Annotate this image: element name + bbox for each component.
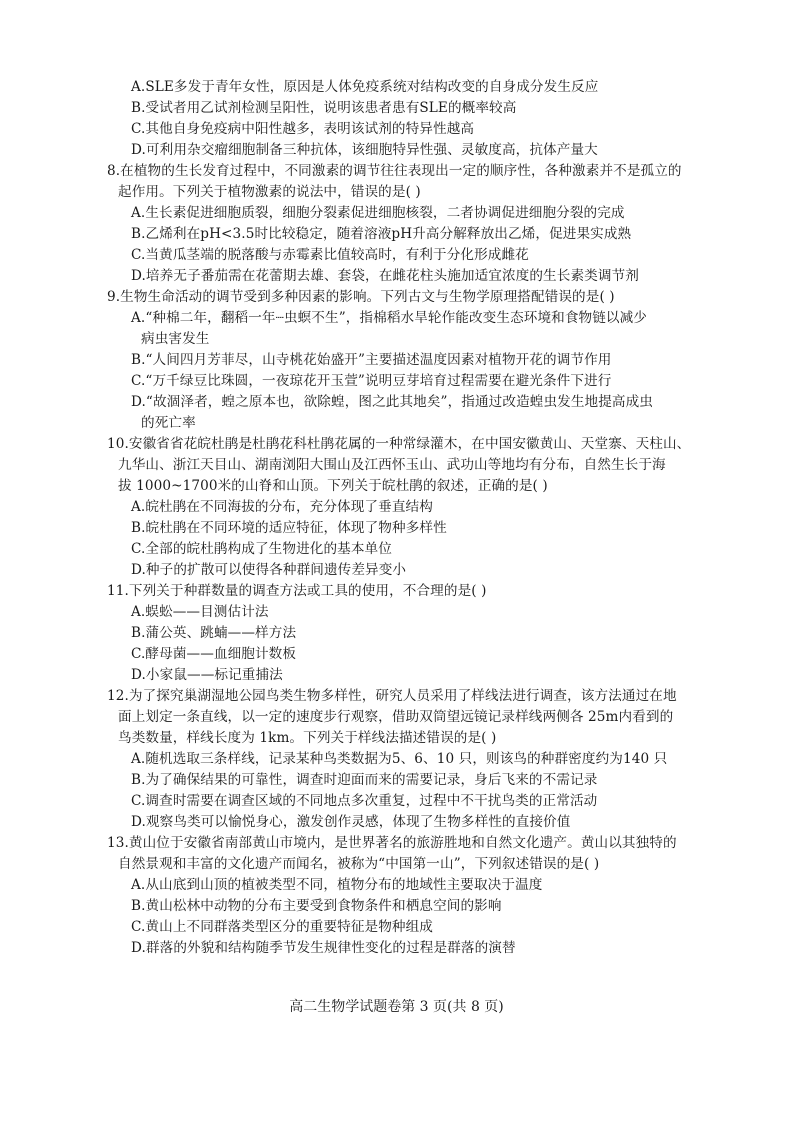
q9-option-d: D.“故涸泽者，蝗之原本也，欲除蝗，图之此其地矣”，指通过改造蝗虫发生地提高成虫 xyxy=(131,394,654,410)
q9-option-a: A.“种棉二年，翻稻一年┈虫螟不生”，指棉稻水旱轮作能改变生态环境和食物链以减少 xyxy=(131,310,647,326)
q12-option-c: C.调查时需要在调查区域的不同地点多次重复，过程中不干扰鸟类的正常活动 xyxy=(131,793,598,809)
q8-option-d: D.培养无子番茄需在花蕾期去雄、套袋，在雌花柱头施加适宜浓度的生长素类调节剂 xyxy=(131,268,639,284)
q11-option-c: C.酵母菌——血细胞计数板 xyxy=(131,646,297,662)
q13-option-c: C.黄山上不同群落类型区分的重要特征是物种组成 xyxy=(131,919,434,935)
q10-stem-line3: 拔 1000~1700米的山脊和山顶。下列关于皖杜鹃的叙述，正确的是( ) xyxy=(118,478,548,494)
q10-option-a: A.皖杜鹃在不同海拔的分布，充分体现了垂直结构 xyxy=(131,499,433,515)
q11-option-d: D.小家鼠——标记重捕法 xyxy=(131,667,283,683)
q11-option-b: B.蒲公英、跳蝻——样方法 xyxy=(131,625,297,641)
q7-option-b: B.受试者用乙试剂检测呈阳性，说明该患者患有SLE的概率较高 xyxy=(131,100,517,116)
q7-option-c: C.其他自身免疫病中阳性越多，表明该试剂的特异性越高 xyxy=(131,121,475,137)
q9-option-c: C.“万千绿豆比珠圆，一夜琼花开玉萱”说明豆芽培育过程需要在避光条件下进行 xyxy=(131,373,612,389)
q10-stem-line1: 10.安徽省省花皖杜鹃是杜鹃花科杜鹃花属的一种常绿灌木，在中国安徽黄山、天堂寨、天柱山、 xyxy=(107,436,691,452)
q8-option-a: A.生长素促进细胞质裂，细胞分裂素促进细胞核裂，二者协调促进细胞分裂的完成 xyxy=(131,205,625,221)
q13-option-b: B.黄山松林中动物的分布主要受到食物条件和栖息空间的影响 xyxy=(131,898,502,914)
q10-option-c: C.全部的皖杜鹃构成了生物进化的基本单位 xyxy=(131,541,392,557)
q8-stem-line2: 起作用。下列关于植物激素的说法中，错误的是( ) xyxy=(118,184,421,200)
q7-option-d: D.可利用杂交瘤细胞制备三种抗体，该细胞特异性强、灵敏度高，抗体产量大 xyxy=(131,142,598,158)
q10-stem-line2: 九华山、浙江天目山、湖南浏阳大围山及江西怀玉山、武功山等地均有分布，自然生长于海 xyxy=(118,457,666,473)
q9-stem: 9.生物生命活动的调节受到多种因素的影响。下列古文与生物学原理搭配错误的是( ) xyxy=(107,289,615,305)
q8-option-c: C.当黄瓜茎端的脱落酸与赤霉素比值较高时，有利于分化形成雌花 xyxy=(131,247,529,263)
q13-option-d: D.群落的外貌和结构随季节发生规律性变化的过程是群落的演替 xyxy=(131,940,516,956)
q12-option-b: B.为了确保结果的可靠性，调查时迎面而来的需要记录，身后飞来的不需记录 xyxy=(131,772,598,788)
q9-option-d-cont: 的死亡率 xyxy=(141,415,196,431)
q12-option-d: D.观察鸟类可以愉悦身心，激发创作灵感，体现了生物多样性的直接价值 xyxy=(131,814,571,830)
q10-option-d: D.种子的扩散可以使得各种群间遗传差异变小 xyxy=(131,562,407,578)
q9-option-b: B.“人间四月芳菲尽，山寺桃花始盛开”主要描述温度因素对植物开花的调节作用 xyxy=(131,352,612,368)
q8-stem-line1: 8.在植物的生长发育过程中，不同激素的调节往往表现出一定的顺序性，各种激素并不是孤立的 xyxy=(107,163,682,179)
q13-stem-line1: 13.黄山位于安徽省南部黄山市境内，是世界著名的旅游胜地和自然文化遗产。黄山以其独特的 xyxy=(107,835,677,851)
q9-option-a-cont: 病虫害发生 xyxy=(141,331,210,347)
q12-option-a: A.随机选取三条样线，记录某种鸟类数据为5、6、10 只，则该鸟的种群密度约为140 只 xyxy=(131,751,668,767)
q8-option-b: B.乙烯利在pH<3.5时比较稳定，随着溶液pH升高分解释放出乙烯，促进果实成熟 xyxy=(131,226,632,242)
q7-option-a: A.SLE多发于青年女性，原因是人体免疫系统对结构改变的自身成分发生反应 xyxy=(131,79,599,95)
q12-stem-line3: 鸟类数量，样线长度为 1km。下列关于样线法描述错误的是( ) xyxy=(118,730,497,746)
page-footer: 高二生物学试题卷第 3 页(共 8 页) xyxy=(289,999,504,1015)
q12-stem-line1: 12.为了探究巢湖湿地公园鸟类生物多样性，研究人员采用了样线法进行调查，该方法通过在地 xyxy=(107,688,677,704)
q13-option-a: A.从山底到山顶的植被类型不同，植物分布的地域性主要取决于温度 xyxy=(131,877,543,893)
q11-stem: 11.下列关于种群数量的调查方法或工具的使用，不合理的是( ) xyxy=(107,583,487,599)
q11-option-a: A.蜈蚣——目测估计法 xyxy=(131,604,269,620)
q12-stem-line2: 面上划定一条直线，以一定的速度步行观察，借助双筒望远镜记录样线两侧各 25m内看到的 xyxy=(118,709,674,725)
q13-stem-line2: 自然景观和丰富的文化遗产而闻名，被称为“中国第一山”，下列叙述错误的是( ) xyxy=(118,856,600,872)
q10-option-b: B.皖杜鹃在不同环境的适应特征，体现了物种多样性 xyxy=(131,520,447,536)
